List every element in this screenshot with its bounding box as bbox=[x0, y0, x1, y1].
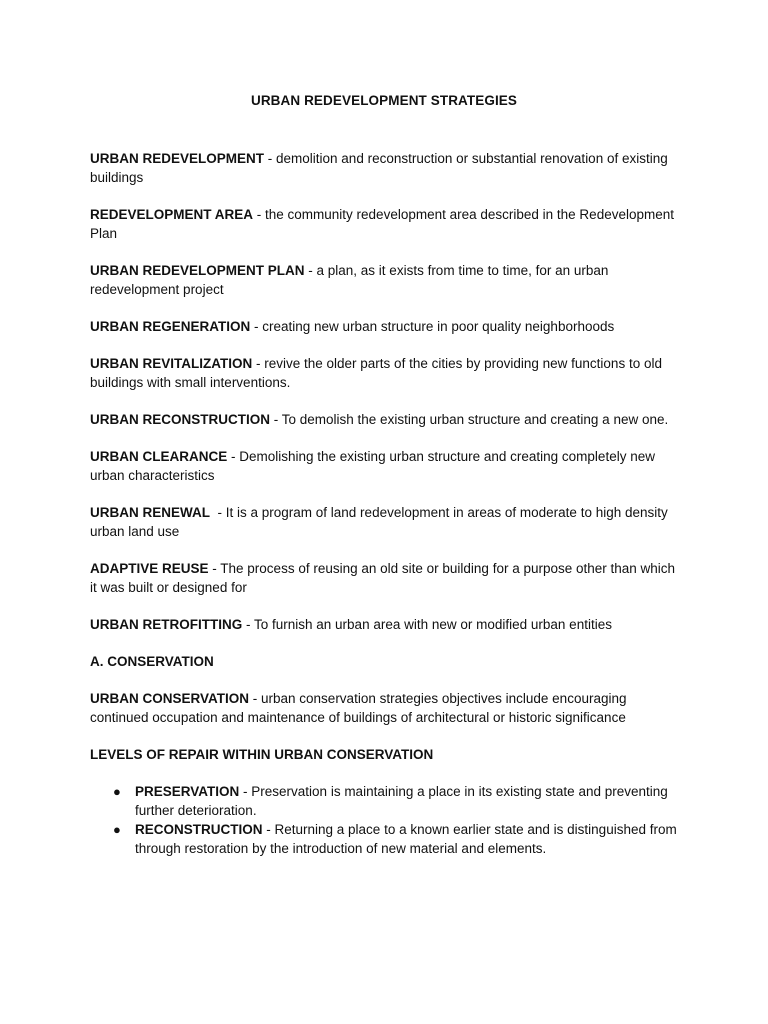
definition-term: URBAN RETROFITTING bbox=[90, 617, 243, 632]
section-heading: A. CONSERVATION bbox=[90, 654, 214, 669]
definition-term: RECONSTRUCTION bbox=[135, 822, 263, 837]
document-title: URBAN REDEVELOPMENT STRATEGIES bbox=[250, 93, 518, 108]
definition-term: URBAN RECONSTRUCTION bbox=[90, 412, 270, 427]
definition-text: - It is a program of land redevelopment in areas of moderate to high density urban land use bbox=[90, 505, 672, 539]
definition-text: - To furnish an urban area with new or modified urban entities bbox=[242, 617, 612, 632]
list-item bbox=[90, 820, 680, 858]
definition-entry bbox=[90, 410, 680, 429]
definition-text: - the community redevelopment area described in the Redevelopment Plan bbox=[90, 207, 674, 241]
definition-entry bbox=[90, 149, 680, 187]
definition-term: PRESERVATION bbox=[135, 784, 240, 799]
definition-term: REDEVELOPMENT AREA bbox=[90, 207, 254, 222]
definition-term: ADAPTIVE REUSE bbox=[90, 561, 209, 576]
definition-text: - Preservation is maintaining a place in its existing state and preventing further deterioration. bbox=[135, 784, 668, 818]
definition-text: - The process of reusing an old site or building for a purpose other than which it was built or designed for bbox=[90, 561, 676, 595]
definition-term: URBAN RENEWAL bbox=[90, 505, 210, 520]
list-item bbox=[90, 782, 680, 820]
definition-term: URBAN REGENERATION bbox=[90, 319, 251, 334]
definition-entry bbox=[90, 354, 680, 392]
definition-term: URBAN CLEARANCE bbox=[90, 449, 228, 464]
definition-entry bbox=[90, 317, 680, 336]
definition-text: - revive the older parts of the cities by providing new functions to old buildings with small interventions. bbox=[90, 356, 662, 390]
definition-term: URBAN CONSERVATION bbox=[90, 691, 250, 706]
definition-entry bbox=[90, 261, 680, 299]
definition-text: - Demolishing the existing urban structure and creating completely new urban characteristics bbox=[90, 449, 655, 483]
definition-text: - demolition and reconstruction or substantial renovation of existing buildings bbox=[90, 151, 668, 185]
definition-term: URBAN REDEVELOPMENT PLAN bbox=[90, 263, 305, 278]
definition-entry bbox=[90, 689, 680, 727]
definition-text: - Returning a place to a known earlier state and is distinguished from through restoration by the introduction of new material and elements. bbox=[135, 822, 677, 856]
definition-entry bbox=[90, 503, 680, 541]
definition-entry bbox=[90, 615, 680, 634]
bullet-list bbox=[90, 782, 680, 858]
definition-term: URBAN REDEVELOPMENT bbox=[90, 151, 265, 166]
definition-entry bbox=[90, 559, 680, 597]
definition-entry bbox=[90, 447, 680, 485]
definition-text: - a plan, as it exists from time to time, for an urban redevelopment project bbox=[90, 263, 609, 297]
definition-entry bbox=[90, 205, 680, 243]
definition-text: - urban conservation strategies objectives include encouraging continued occupation and maintenance of buildings of architectural or historic significance bbox=[90, 691, 627, 725]
bullet-icon: ● bbox=[113, 822, 121, 837]
bullet-icon: ● bbox=[113, 784, 121, 799]
definition-term: URBAN REVITALIZATION bbox=[90, 356, 253, 371]
sub-heading: LEVELS OF REPAIR WITHIN URBAN CONSERVATION bbox=[90, 747, 434, 762]
document-body bbox=[90, 149, 680, 858]
definition-text: - To demolish the existing urban structure and creating a new one. bbox=[270, 412, 669, 427]
definition-text: - creating new urban structure in poor quality neighborhoods bbox=[250, 319, 615, 334]
